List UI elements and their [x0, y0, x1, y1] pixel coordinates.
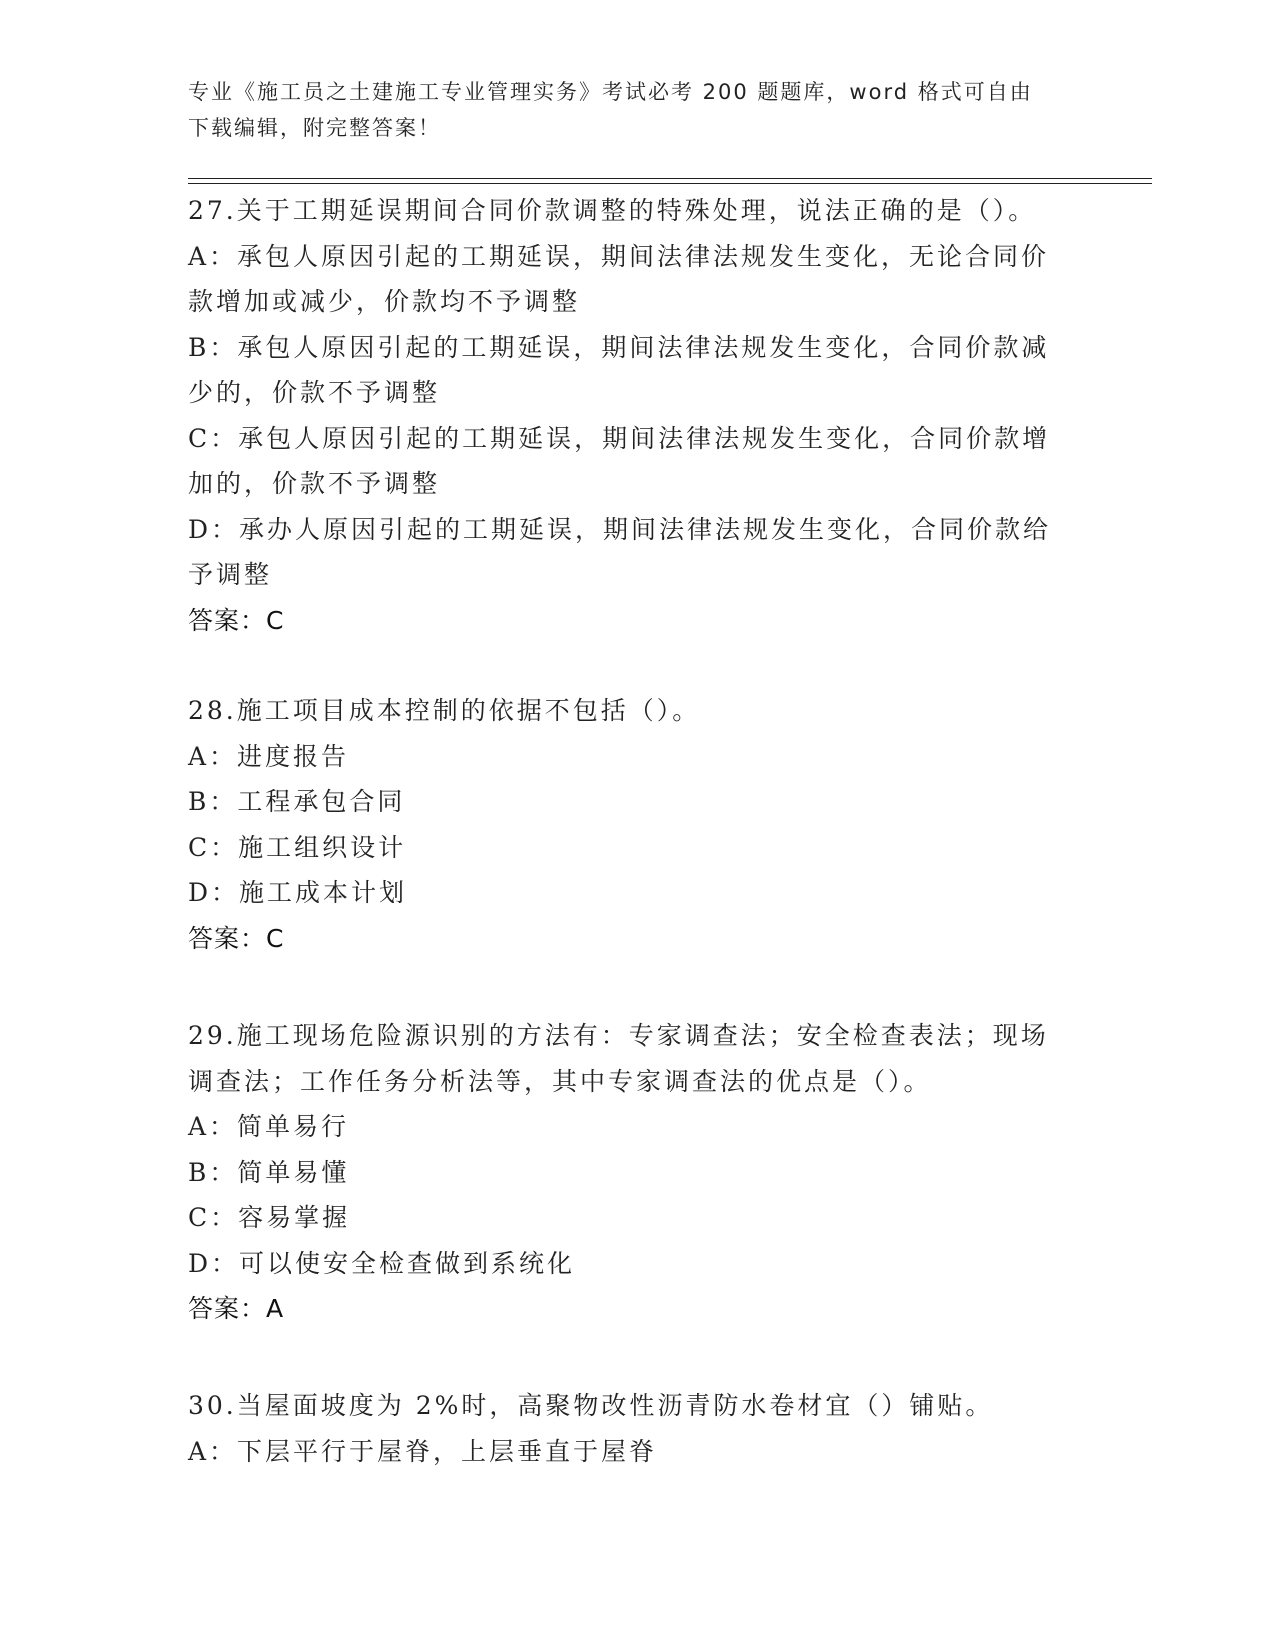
option-c-continued: 加的，价款不予调整	[188, 469, 441, 498]
option-d: D：承办人原因引起的工期延误，期间法律法规发生变化，合同价款给	[188, 514, 1052, 544]
question-stem: 29.施工现场危险源识别的方法有：专家调查法；安全检查表法；现场	[188, 1021, 1049, 1050]
option-a: A：简单易行	[188, 1112, 350, 1141]
option-b: B：简单易懂	[188, 1157, 350, 1187]
question-stem: 27.关于工期延误期间合同价款调整的特殊处理，说法正确的是（）。	[188, 196, 1037, 225]
question-stem-continued: 调查法；工作任务分析法等，其中专家调查法的优点是（）。	[188, 1066, 932, 1096]
option-a: A：下层平行于屋脊，上层垂直于屋脊	[188, 1436, 658, 1466]
question-30	[188, 1383, 1088, 1474]
option-d-continued: 予调整	[188, 560, 273, 589]
option-d: D：可以使安全检查做到系统化	[188, 1248, 576, 1278]
question-stem: 28.施工项目成本控制的依据不包括（）。	[188, 696, 701, 725]
answer: 答案：C	[188, 605, 285, 635]
question-28	[188, 688, 1088, 962]
option-a-continued: 款增加或减少，价款均不予调整	[188, 287, 581, 316]
option-b: B：承包人原因引起的工期延误，期间法律法规发生变化，合同价款减	[188, 332, 1050, 362]
answer: 答案：C	[188, 923, 285, 953]
question-stem: 30.当屋面坡度为 2%时，高聚物改性沥青防水卷材宜（）铺贴。	[188, 1391, 994, 1420]
option-a: A：承包人原因引起的工期延误，期间法律法规发生变化，无论合同价	[188, 241, 1050, 271]
option-c: C：承包人原因引起的工期延误，期间法律法规发生变化，合同价款增	[188, 423, 1051, 453]
header-rule-top	[188, 178, 1152, 179]
document-header	[188, 74, 1088, 146]
option-c: C：容易掌握	[188, 1203, 351, 1232]
answer: 答案：A	[188, 1294, 285, 1323]
question-29	[188, 1013, 1088, 1332]
option-a: A：进度报告	[188, 741, 350, 771]
option-b: B：工程承包合同	[188, 787, 406, 816]
option-d: D：施工成本计划	[188, 878, 408, 907]
header-title-line-1: 专业《施工员之土建施工专业管理实务》考试必考 200 题题库，word 格式可自由	[188, 80, 1033, 104]
header-title-line-2: 下载编辑，附完整答案！	[188, 116, 441, 140]
header-rule-bottom	[188, 183, 1152, 184]
option-c: C：施工组织设计	[188, 832, 407, 862]
question-27	[188, 188, 1088, 644]
option-b-continued: 少的，价款不予调整	[188, 378, 441, 407]
